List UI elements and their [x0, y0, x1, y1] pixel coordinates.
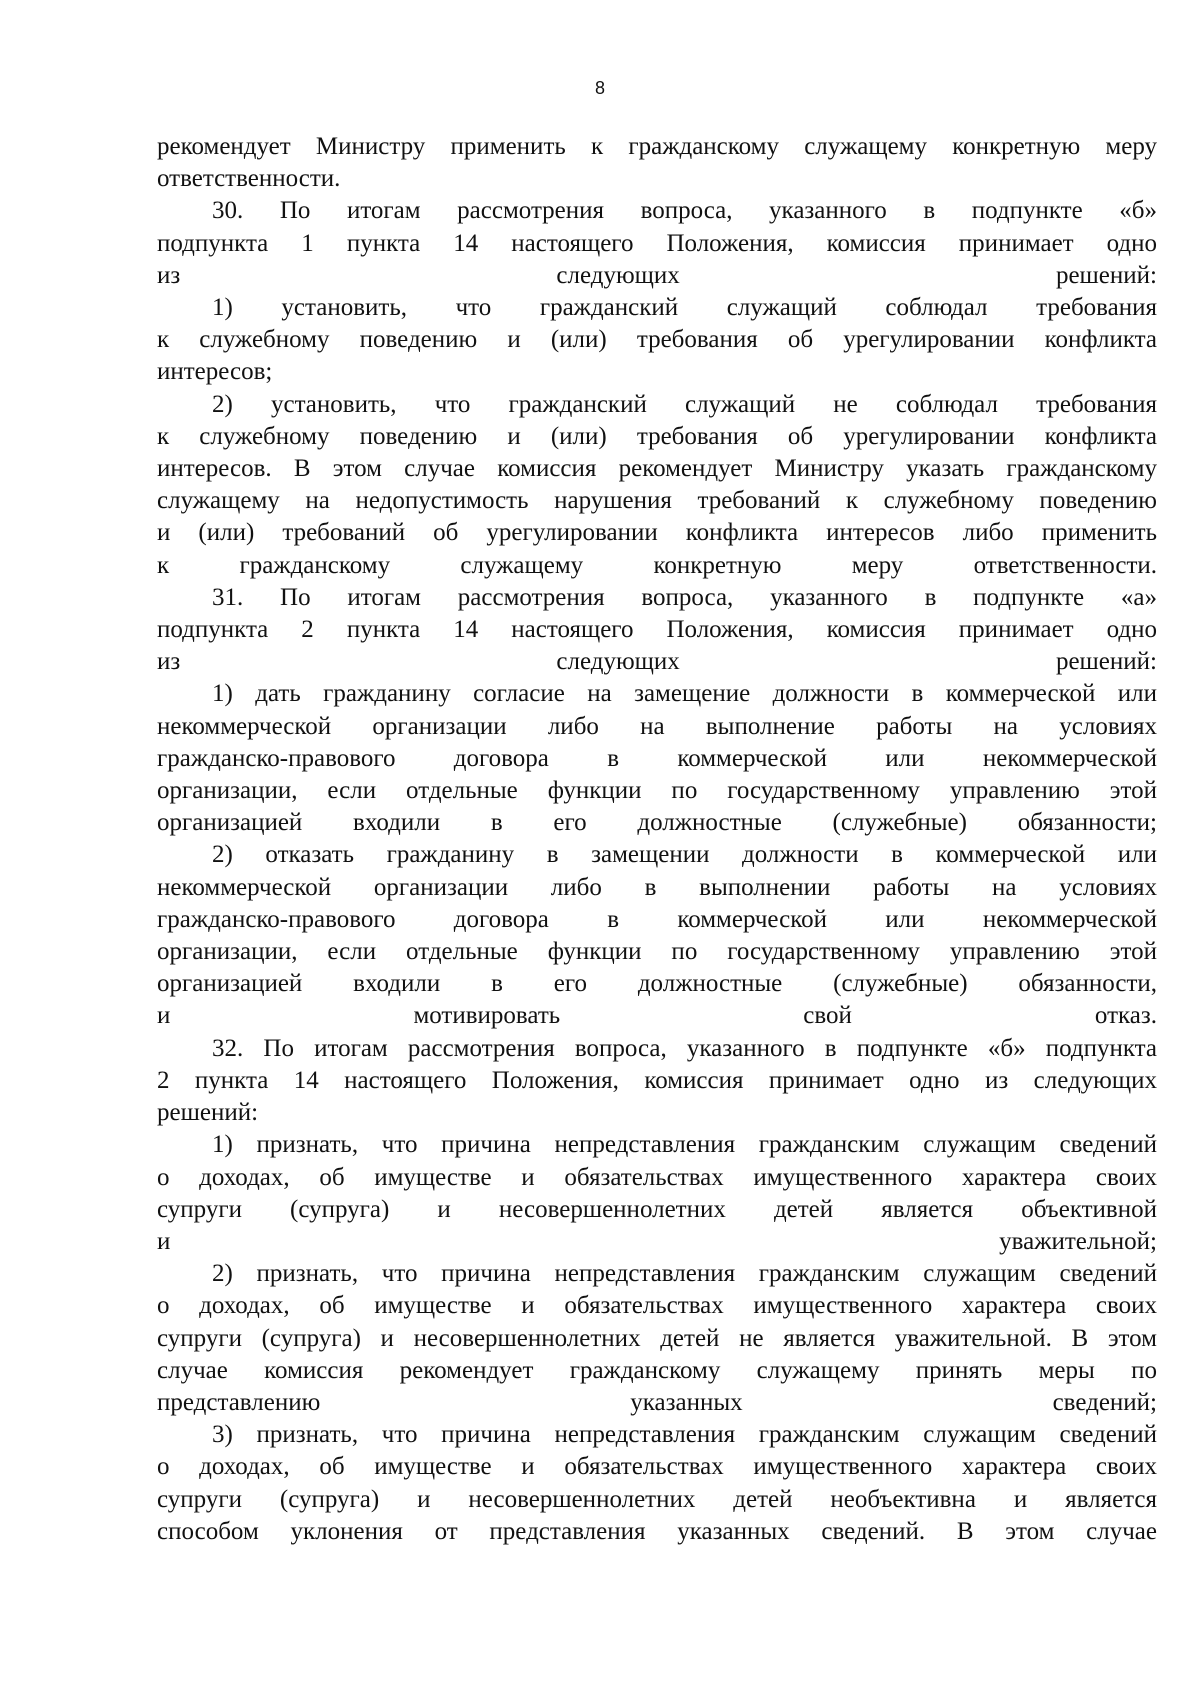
clause-31-item-2	[157, 839, 1157, 1032]
text-line: 2) признать, что причина непредставления гражданским служащим сведений	[212, 1260, 1157, 1288]
text-line: к служебному поведению и (или) требования об урегулировании конфликта	[157, 422, 1157, 450]
text-line: интересов;	[157, 358, 273, 386]
text-line: подпункта 1 пункта 14 настоящего Положения, комиссия принимает одно	[157, 229, 1157, 257]
text-line: 1) признать, что причина непредставления гражданским служащим сведений	[212, 1131, 1157, 1159]
clause-32-item-3	[157, 1419, 1157, 1548]
text-line: рекомендует Министру применить к гражданскому служащему конкретную меру	[157, 133, 1157, 160]
text-line: и мотивировать свой отказ.	[157, 1002, 1157, 1030]
text-line: о доходах, об имуществе и обязательствах имущественного характера своих	[157, 1163, 1157, 1191]
paragraph-continuation	[157, 131, 1157, 195]
text-line: 32. По итогам рассмотрения вопроса, указанного в подпункте «б» подпункта	[212, 1034, 1157, 1062]
text-line: к служебному поведению и (или) требования об урегулировании конфликта	[157, 326, 1157, 354]
text-line: 2) установить, что гражданский служащий не соблюдал требования	[212, 390, 1157, 418]
text-line: 31. По итогам рассмотрения вопроса, указанного в подпункте «а»	[212, 583, 1157, 611]
text-line: из следующих решений:	[157, 261, 1157, 289]
text-line: организацией входили в его должностные (служебные) обязанности;	[157, 809, 1157, 837]
text-line: организации, если отдельные функции по государственному управлению этой	[157, 938, 1157, 966]
text-line: гражданско-правового договора в коммерческой или некоммерческой	[157, 744, 1157, 772]
clause-32-item-2	[157, 1258, 1157, 1419]
text-line: гражданско-правового договора в коммерческой или некоммерческой	[157, 905, 1157, 933]
page-number: 8	[594, 78, 605, 98]
text-line: решений:	[157, 1099, 259, 1127]
text-line: супруги (супруга) и несовершеннолетних детей не является уважительной. В этом	[157, 1324, 1157, 1352]
text-line: 1) дать гражданину согласие на замещение должности в коммерческой или	[212, 680, 1157, 708]
text-line: супруги (супруга) и несовершеннолетних детей необъективна и является	[157, 1485, 1157, 1513]
text-line: к гражданскому служащему конкретную меру ответственности.	[157, 551, 1157, 579]
clause-31	[157, 582, 1157, 679]
text-line: 3) признать, что причина непредставления гражданским служащим сведений	[212, 1421, 1157, 1449]
text-line: способом уклонения от представления указанных сведений. В этом случае	[157, 1517, 1157, 1545]
text-line: 2 пункта 14 настоящего Положения, комиссия принимает одно из следующих	[157, 1066, 1157, 1094]
clause-32	[157, 1033, 1157, 1130]
clause-30-item-1	[157, 292, 1157, 389]
text-line: и (или) требований об урегулировании конфликта интересов либо применить	[157, 519, 1157, 547]
text-line: служащему на недопустимость нарушения требований к служебному поведению	[157, 487, 1157, 515]
text-line: 1) установить, что гражданский служащий соблюдал требования	[212, 294, 1157, 322]
document-body	[157, 131, 1157, 1548]
text-line: из следующих решений:	[157, 648, 1157, 676]
text-line: 30. По итогам рассмотрения вопроса, указанного в подпункте «б»	[212, 197, 1157, 225]
text-line: ответственности.	[157, 165, 341, 193]
clause-30-item-2	[157, 389, 1157, 582]
text-line: о доходах, об имуществе и обязательствах имущественного характера своих	[157, 1292, 1157, 1320]
clause-31-item-1	[157, 678, 1157, 839]
text-line: организацией входили в его должностные (служебные) обязанности,	[157, 970, 1157, 998]
text-line: некоммерческой организации либо на выполнение работы на условиях	[157, 712, 1157, 740]
text-line: подпункта 2 пункта 14 настоящего Положения, комиссия принимает одно	[157, 616, 1157, 644]
text-line: о доходах, об имуществе и обязательствах имущественного характера своих	[157, 1453, 1157, 1481]
text-line: интересов. В этом случае комиссия рекомендует Министру указать гражданскому	[157, 455, 1157, 483]
text-line: случае комиссия рекомендует гражданскому служащему принять меры по	[157, 1356, 1157, 1384]
text-line: организации, если отдельные функции по государственному управлению этой	[157, 777, 1157, 805]
text-line: 2) отказать гражданину в замещении должности в коммерческой или	[212, 841, 1157, 869]
text-line: супруги (супруга) и несовершеннолетних детей является объективной	[157, 1195, 1157, 1223]
clause-32-item-1	[157, 1129, 1157, 1258]
text-line: и уважительной;	[157, 1227, 1157, 1255]
text-line: некоммерческой организации либо в выполнении работы на условиях	[157, 873, 1157, 901]
text-line: представлению указанных сведений;	[157, 1388, 1157, 1416]
clause-30	[157, 195, 1157, 292]
